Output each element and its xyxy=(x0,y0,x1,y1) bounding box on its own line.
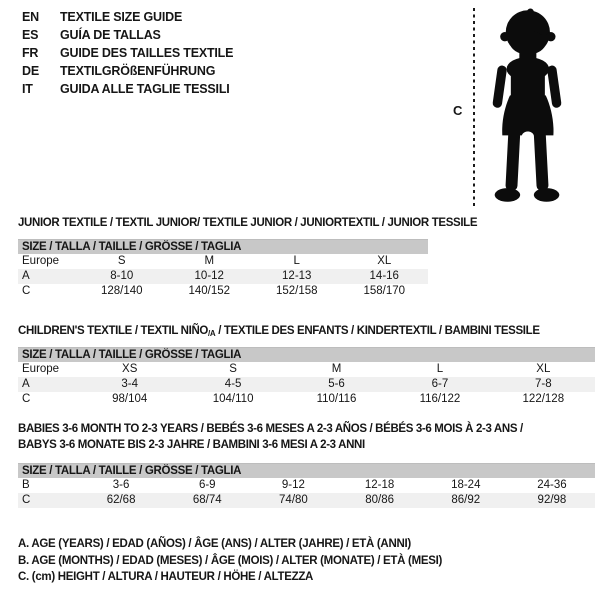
language-code: FR xyxy=(22,46,39,60)
cell: M xyxy=(204,255,215,267)
cell: XS xyxy=(122,363,138,375)
cell: S xyxy=(117,255,126,267)
cell: 12-13 xyxy=(282,270,312,282)
cell: 74/80 xyxy=(279,494,308,506)
cell: 158/170 xyxy=(363,285,406,297)
babies-table xyxy=(18,463,595,508)
language-row-es xyxy=(22,26,233,44)
table-row xyxy=(18,377,595,392)
cell: L xyxy=(436,363,444,375)
cell: S xyxy=(229,363,237,375)
cell: 62/68 xyxy=(106,494,136,506)
table-row xyxy=(18,493,595,508)
cell: 98/104 xyxy=(112,393,148,405)
cell: 6-9 xyxy=(198,479,216,491)
cell: 92/98 xyxy=(537,494,567,506)
cell: 8-10 xyxy=(110,270,134,282)
row-label: Europe xyxy=(22,255,60,267)
note-b: B. AGE (MONTHS) / EDAD (MESES) / ÂGE (MOIS) / ALTER (MONATE) / ETÀ (MESI) xyxy=(18,554,443,567)
row-label: A xyxy=(22,270,30,282)
cell: 68/74 xyxy=(192,494,222,506)
children-table xyxy=(18,347,595,407)
cell: 6-7 xyxy=(431,378,449,390)
figure-measure-label: C xyxy=(453,103,463,118)
row-label: C xyxy=(22,494,31,506)
cell: 9-12 xyxy=(281,479,305,491)
language-code: ES xyxy=(22,28,39,42)
language-code: EN xyxy=(22,10,39,24)
language-row-de xyxy=(22,62,233,80)
cell: 4-5 xyxy=(224,378,242,390)
table-row xyxy=(18,392,595,407)
cell: XL xyxy=(536,363,551,375)
note-c: C. (cm) HEIGHT / ALTURA / HAUTEUR / HÖHE / ALTEZZA xyxy=(18,571,314,583)
row-label: A xyxy=(22,378,30,390)
language-label: TEXTILE SIZE GUIDE xyxy=(60,10,183,24)
junior-table-title: JUNIOR TEXTILE / TEXTIL JUNIOR/ TEXTILE JUNIOR / JUNIORTEXTIL / JUNIOR TESSILE xyxy=(18,217,478,229)
language-label: TEXTILGRÖßENFÜHRUNG xyxy=(60,64,216,78)
note-a: A. AGE (YEARS) / EDAD (AÑOS) / ÂGE (ANS) / ALTER (JAHRE) / ETÀ (ANNI) xyxy=(18,538,411,550)
language-row-it xyxy=(22,80,233,98)
language-row-fr xyxy=(22,44,233,62)
cell: XL xyxy=(377,255,392,267)
table-row xyxy=(18,284,428,299)
cell: 5-6 xyxy=(328,378,345,390)
language-label: GUÍA DE TALLAS xyxy=(60,28,161,42)
cell: 18-24 xyxy=(451,479,481,491)
height-measure-dashed-line-icon xyxy=(472,8,476,208)
row-label: B xyxy=(22,479,30,491)
cell: 122/128 xyxy=(522,393,565,405)
cell: M xyxy=(331,363,342,375)
cell: 3-6 xyxy=(112,479,130,491)
children-table-title xyxy=(18,324,540,341)
cell: 86/92 xyxy=(451,494,481,506)
babies-table-title xyxy=(18,421,523,453)
row-label: C xyxy=(22,285,31,297)
table-row xyxy=(18,269,428,284)
cell: 12-18 xyxy=(364,479,395,491)
language-label: GUIDE DES TAILLES TEXTILE xyxy=(60,46,234,60)
cell: 128/140 xyxy=(100,285,143,297)
children-size-header: SIZE / TALLA / TAILLE / GRÖSSE / TAGLIA xyxy=(18,347,595,362)
cell: 110/116 xyxy=(316,393,357,405)
row-label: C xyxy=(22,393,31,405)
cell: 104/110 xyxy=(212,393,254,405)
baby-silhouette-icon xyxy=(484,6,570,206)
language-code: IT xyxy=(22,82,33,96)
babies-title-line2: BABYS 3-6 MONATE BIS 2-3 JAHRE / BAMBINI 3-6 MESI A 2-3 ANNI xyxy=(18,439,365,451)
table-row xyxy=(18,362,595,377)
cell: 7-8 xyxy=(535,378,552,390)
junior-table xyxy=(18,239,428,299)
children-title-suffix: / TEXTILE DES ENFANTS / KINDERTEXTIL / BAMBINI TESSILE xyxy=(215,325,540,337)
cell: 3-4 xyxy=(121,378,139,390)
measure-key-notes xyxy=(18,536,442,586)
language-code: DE xyxy=(22,64,39,78)
cell: L xyxy=(293,255,300,267)
row-label: Europe xyxy=(22,363,60,375)
children-title-subscript: /A xyxy=(208,329,216,338)
babies-size-header: SIZE / TALLA / TAILLE / GRÖSSE / TAGLIA xyxy=(18,463,595,478)
table-row xyxy=(18,478,595,493)
language-row-en xyxy=(22,8,233,26)
children-title-prefix: CHILDREN'S TEXTILE / TEXTIL NIÑO xyxy=(18,325,209,337)
cell: 10-12 xyxy=(194,270,224,282)
cell: 140/152 xyxy=(188,285,231,297)
babies-title-line1: BABIES 3-6 MONTH TO 2-3 YEARS / BEBÉS 3-6 MESES A 2-3 AÑOS / BÉBÉS 3-6 MOIS À 2-3 ANS / xyxy=(18,423,523,435)
language-title-list xyxy=(22,8,233,98)
junior-size-header: SIZE / TALLA / TAILLE / GRÖSSE / TAGLIA xyxy=(18,239,428,254)
cell: 24-36 xyxy=(537,479,567,491)
cell: 80/86 xyxy=(365,494,394,506)
language-label: GUIDA ALLE TAGLIE TESSILI xyxy=(60,82,230,96)
cell: 152/158 xyxy=(275,285,318,297)
cell: 116/122 xyxy=(419,393,461,405)
table-row xyxy=(18,254,428,269)
cell: 14-16 xyxy=(369,270,399,282)
